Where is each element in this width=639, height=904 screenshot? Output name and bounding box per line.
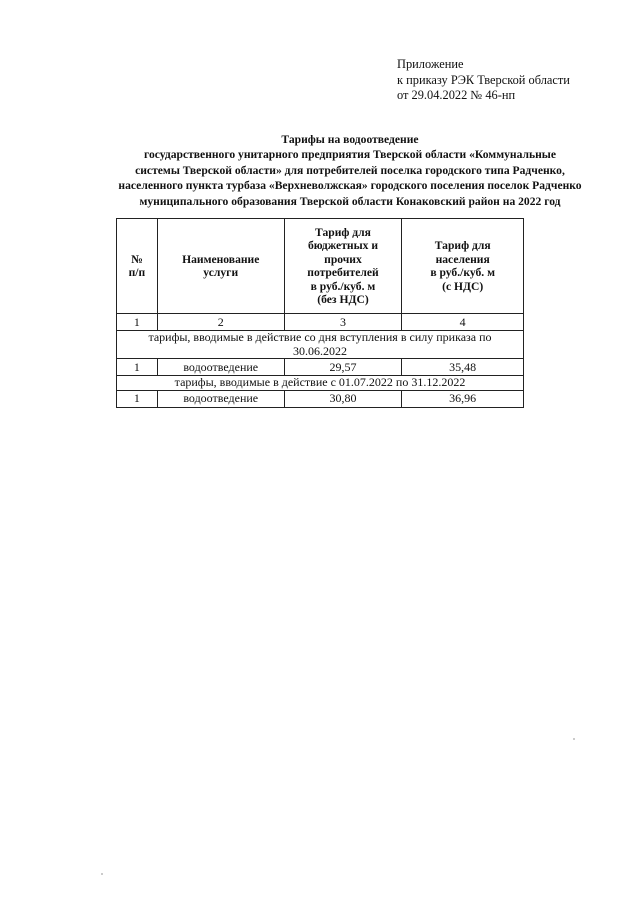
header-population-tariff: Тариф для населения в руб./куб. м (с НДС) [402, 219, 524, 314]
section-label: тарифы, вводимые в действие со дня вступления в силу приказа по 30.06.2022 [117, 331, 524, 359]
title-line-1: Тарифы на водоотведение [281, 133, 419, 146]
row-num: 1 [117, 390, 158, 407]
section-label: тарифы, вводимые в действие с 01.07.2022 по 31.12.2022 [117, 376, 524, 391]
table-row [117, 359, 524, 376]
title-line-4: населенного пункта турбаза «Верхневолжская» городского поселения поселок Радченко [118, 179, 582, 193]
column-number: 3 [284, 314, 402, 331]
column-number: 4 [402, 314, 524, 331]
section-row [117, 331, 524, 359]
title-line-5: муниципального образования Тверской области Конаковский район на 2022 год [139, 194, 561, 208]
appendix-label: Приложение [397, 57, 464, 71]
document-title [60, 132, 639, 209]
scan-speck [101, 873, 103, 875]
title-line-2: государственного унитарного предприятия Тверской области «Коммунальные [144, 148, 556, 162]
row-population-tariff: 35,48 [402, 359, 524, 376]
row-service: водоотведение [157, 390, 284, 407]
row-num: 1 [117, 359, 158, 376]
section-row [117, 376, 524, 391]
title-line-3: системы Тверской области» для потребителей поселка городского типа Радченко, [135, 163, 565, 177]
row-budget-tariff: 30,80 [284, 390, 402, 407]
appendix-order: к приказу РЭК Тверской области [397, 72, 570, 87]
header-service: Наименование услуги [157, 219, 284, 314]
row-service: водоотведение [157, 359, 284, 376]
column-number-row [117, 314, 524, 331]
column-number: 2 [157, 314, 284, 331]
row-budget-tariff: 29,57 [284, 359, 402, 376]
tariff-table [116, 218, 524, 408]
appendix-reference [397, 57, 570, 104]
header-num: № п/п [117, 219, 158, 314]
scan-speck [573, 738, 575, 740]
table-header-row [117, 219, 524, 314]
appendix-date: от 29.04.2022 № 46-нп [397, 88, 516, 102]
header-budget-tariff: Тариф для бюджетных и прочих потребителей в руб./куб. м (без НДС) [284, 219, 402, 314]
table-row [117, 390, 524, 407]
row-population-tariff: 36,96 [402, 390, 524, 407]
column-number: 1 [117, 314, 158, 331]
